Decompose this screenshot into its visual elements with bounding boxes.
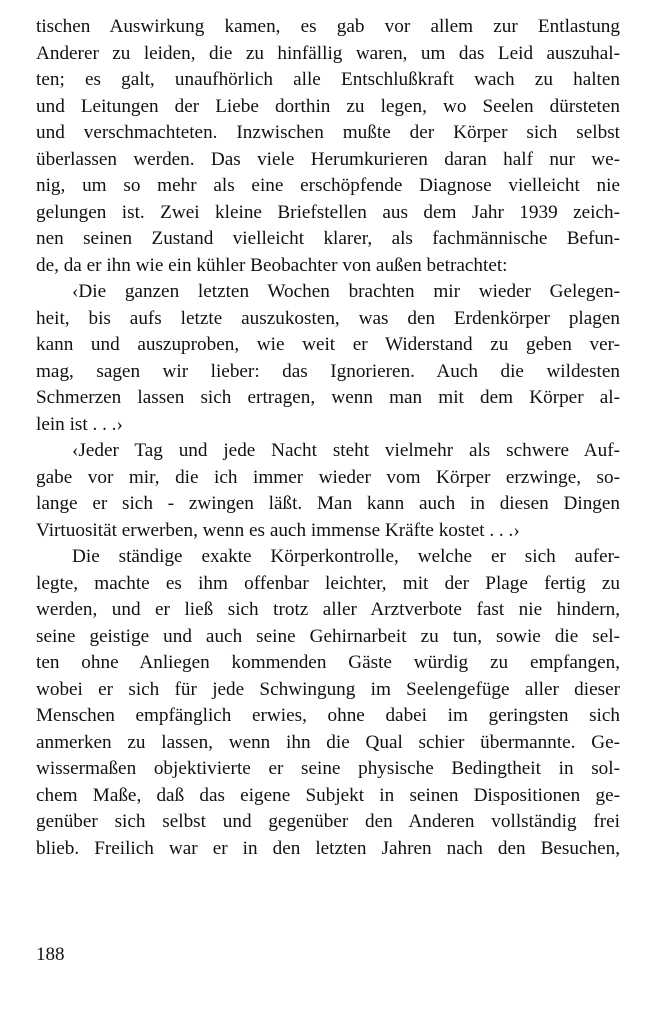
quote-line: Schmerzen lassen sich ertragen, wenn man mit dem Körper al- — [36, 387, 620, 408]
text-line: seine geistige und auch seine Gehirnarbeit zu tun, sowie die sel- — [36, 625, 620, 647]
text-line: und Leitungen der Liebe dorthin zu legen, wo Seelen dürsteten — [36, 95, 620, 117]
text-line: Menschen empfänglich erwies, ohne dabei im geringsten sich — [36, 705, 620, 726]
text-line: legte, machte es ihm offenbar leichter, mit der Plage fertig zu — [36, 572, 620, 594]
quote-line: gabe vor mir, die ich immer wieder vom Körper erzwinge, so- — [36, 466, 620, 488]
quote-line: lange er sich - zwingen läßt. Man kann auch in diesen Dingen — [36, 493, 620, 514]
text-line: genüber sich selbst und gegenüber den Anderen vollständig frei — [36, 811, 620, 832]
text-line: anmerken zu lassen, wenn ihn die Qual schier übermannte. Ge- — [36, 731, 620, 753]
text-line: wissermaßen objektivierte er seine physische Bedingtheit in sol- — [36, 758, 620, 779]
quote-line: lein ist . . .› — [36, 413, 123, 435]
text-line: nig, um so mehr als eine erschöpfende Diagnose vielleicht nie — [36, 175, 620, 196]
text-line: de, da er ihn wie ein kühler Beobachter von außen betrachtet: — [36, 254, 508, 276]
text-line: Die ständige exakte Körperkontrolle, welche er sich aufer- — [72, 546, 620, 567]
text-line: blieb. Freilich war er in den letzten Jahren nach den Besuchen, — [36, 837, 620, 859]
quote-line: mag, sagen wir lieber: das Ignorieren. Auch die wildesten — [36, 360, 620, 382]
quote-line: heit, bis aufs letzte auszukosten, was den Erdenkörper plagen — [36, 307, 620, 329]
text-line: tischen Auswirkung kamen, es gab vor allem zur Entlastung — [36, 16, 620, 37]
text-line: überlassen werden. Das viele Herumkurieren daran half nur we- — [36, 148, 620, 170]
text-line: ten; es galt, unaufhörlich alle Entschlußkraft wach zu halten — [36, 69, 620, 90]
text-line: gelungen ist. Zwei kleine Briefstellen aus dem Jahr 1939 zeich- — [36, 201, 620, 223]
page-number: 188 — [36, 944, 65, 965]
text-line: nen seinen Zustand vielleicht klarer, als fachmännische Befun- — [36, 228, 620, 249]
text-line: Anderer zu leiden, die zu hinfällig waren, um das Leid auszuhal- — [36, 42, 620, 64]
quote-line: ‹Jeder Tag und jede Nacht steht vielmehr als schwere Auf- — [72, 440, 620, 461]
text-line: ten ohne Anliegen kommenden Gäste würdig zu empfangen, — [36, 652, 620, 673]
text-line: wobei er sich für jede Schwingung im Seelengefüge aller dieser — [36, 678, 620, 700]
quote-line: kann und auszuproben, wie weit er Widerstand zu geben ver- — [36, 334, 620, 355]
quote-line: Virtuosität erwerben, wenn es auch immense Kräfte kostet . . .› — [36, 519, 520, 541]
text-line: werden, und er ließ sich trotz aller Arztverbote fast nie hindern, — [36, 599, 620, 620]
body-text — [36, 14, 620, 862]
quote-line: ‹Die ganzen letzten Wochen brachten mir wieder Gelegen- — [72, 281, 620, 302]
text-line: und verschmachteten. Inzwischen mußte der Körper sich selbst — [36, 122, 620, 143]
text-line: chem Maße, daß das eigene Subjekt in seinen Dispositionen ge- — [36, 784, 620, 806]
